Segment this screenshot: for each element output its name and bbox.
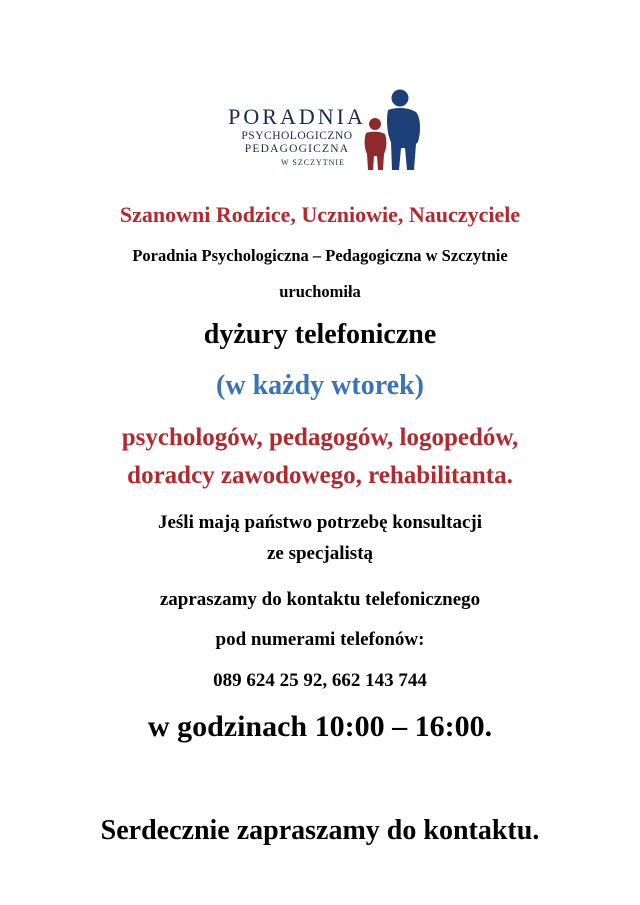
greeting-heading: Szanowni Rodzice, Uczniowie, Nauczyciele (119, 202, 521, 227)
specialists-line-2: doradcy zawodowego, rehabilitanta. (127, 462, 513, 489)
phone-numbers: 089 624 25 92, 662 143 744 (213, 670, 427, 691)
consultation-line-1: Jeśli mają państwo potrzebę konsultacji (157, 512, 483, 533)
organization-name: Poradnia Psychologiczna – Pedagogiczna w Szczytnie (132, 246, 508, 265)
specialists-line-1: psychologów, pedagogów, logopedów, (121, 424, 519, 451)
consultation-line-2: ze specjalistą (266, 543, 374, 564)
parent-child-figures-icon (360, 88, 422, 174)
duty-heading: dyżury telefoniczne (203, 319, 437, 350)
logo-line-3: PEDAGOGICZNA (244, 143, 350, 155)
logo-line-1: PORADNIA (228, 104, 366, 129)
poradnia-logo (222, 88, 422, 174)
phone-numbers-label: pod numerami telefonów: (215, 629, 425, 650)
launched-text: uruchomiła (279, 282, 361, 301)
logo-line-2: PSYCHOLOGICZNO (241, 130, 353, 142)
closing-text: Serdecznie zapraszamy do kontaktu. (100, 815, 540, 846)
invitation-text: zapraszamy do kontaktu telefonicznego (159, 589, 481, 610)
office-hours: w godzinach 10:00 – 16:00. (147, 710, 493, 743)
logo-line-4: W SZCZYTNIE (281, 158, 345, 167)
schedule-day: (w każdy wtorek) (216, 370, 424, 401)
